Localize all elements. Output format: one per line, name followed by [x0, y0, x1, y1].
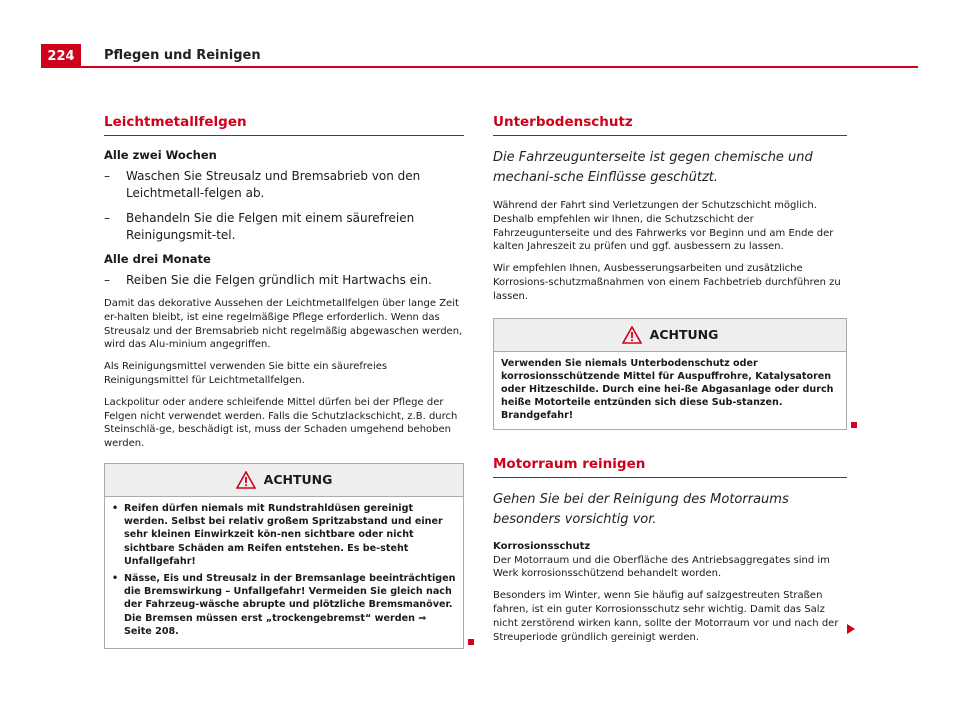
list-item-text: Waschen Sie Streusalz und Bremsabrieb von den Leichtmetall-felgen ab.	[126, 169, 421, 200]
warning-title: ACHTUNG	[263, 472, 333, 488]
paragraph: Als Reinigungsmittel verwenden Sie bitte ein säurefreies Reinigungsmittel für Leichtmetallfelgen.	[104, 361, 388, 386]
paragraph: Lackpolitur oder andere schleifende Mittel dürfen bei der Pflege der Felgen nicht verwendet werden. Falls die Schutzlackschicht, z.B. durch Steinschlä-ge, beschädigt ist, muss der Schaden umgehend behoben werden.	[104, 396, 458, 450]
subheading-korrosionsschutz: Korrosionsschutz	[493, 540, 591, 552]
warning-bullet: • Reifen dürfen niemals mit Rundstrahldüsen gereinigt werden. Selbst bei relativ großem Spritzabstand und einer sehr kleinen Einwirkzeit kön-nen sichtbare oder nicht sichtbare Schäden am Reifen entstehen. Es be-steht Unfallgefahr!	[112, 502, 456, 568]
warning-body	[494, 352, 846, 429]
right-column	[493, 114, 847, 652]
list-item-text: Reiben Sie die Felgen gründlich mit Hartwachs ein.	[126, 273, 432, 287]
subheading-every-two-weeks: Alle zwei Wochen	[104, 148, 217, 162]
section-heading-motorraum-reinigen: Motorraum reinigen	[493, 456, 847, 478]
list-item-text: Behandeln Sie die Felgen mit einem säurefreien Reinigungsmit-tel.	[126, 211, 415, 242]
warning-triangle-icon	[236, 471, 256, 489]
warning-box-wrapper	[104, 463, 464, 649]
subheading-every-three-months: Alle drei Monate	[104, 252, 211, 266]
section-heading-leichtmetallfelgen: Leichtmetallfelgen	[104, 114, 464, 136]
paragraph: Damit das dekorative Aussehen der Leichtmetallfelgen über lange Zeit er-halten bleibt, ist eine regelmäßige Pflege erforderlich. Wenn das Streusalz und der Bremsabrieb nicht regelmäßig abgewaschen werden, wird das Alu-minium angegriffen.	[104, 298, 463, 351]
list-item: – Waschen Sie Streusalz und Bremsabrieb von den Leichtmetall-felgen ab.	[104, 168, 464, 202]
warning-bullet: • Nässe, Eis und Streusalz in der Bremsanlage beeinträchtigen die Bremswirkung – Unfallgefahr! Vermeiden Sie gleich nach der Fahrzeug-wäsche abrupte und plötzliche Bremsmanöver. Die Bremsen müssen erst „trockengebremst“ werden ⇒ Seite 208.	[112, 572, 456, 637]
continue-arrow-icon	[847, 624, 855, 634]
paragraph: Der Motorraum und die Oberfläche des Antriebsaggregates sind im Werk korrosionsschützend behandelt worden.	[493, 554, 830, 580]
warning-title: ACHTUNG	[649, 327, 719, 343]
warning-triangle-icon	[622, 326, 642, 344]
paragraph: Während der Fahrt sind Verletzungen der Schutzschicht möglich. Deshalb empfehlen wir Ihnen, die Schutzschicht der Fahrzeugunterseite und des Fahrwerks vor Beginn und am Ende der kalten Jahreszeit zu prüfen und ggf. ausbessern zu lassen.	[493, 200, 834, 253]
warning-box-wrapper	[493, 318, 847, 430]
warning-bullet-text: Reifen dürfen niemals mit Rundstrahldüsen gereinigt werden. Selbst bei relativ großem Spritzabstand und einer sehr kleinen Einwirkzeit kön-nen sichtbare oder nicht sichtbare Schäden am Reifen entstehen. Es be-steht Unfallgefahr!	[124, 502, 443, 567]
end-marker-icon	[468, 639, 474, 645]
paragraph: Wir empfehlen Ihnen, Ausbesserungsarbeiten und zusätzliche Korrosions-schutzmaßnahmen von einem Fachbetrieb durchführen zu lassen.	[493, 263, 841, 302]
page-number: 224	[41, 44, 81, 68]
left-column	[104, 114, 464, 649]
warning-header	[105, 464, 463, 497]
warning-box	[493, 318, 847, 430]
section-intro: Die Fahrzeugunterseite ist gegen chemische und mechani-sche Einflüsse geschützt.	[493, 150, 813, 185]
warning-bullet-text: Nässe, Eis und Streusalz in der Bremsanlage beeinträchtigen die Bremswirkung – Unfallgefahr! Vermeiden Sie gleich nach der Fahrzeug-wäsche abrupte und plötzliche Bremsmanöver. Die Bremsen müssen erst „trockengebremst“ werden ⇒ Seite 208.	[124, 572, 456, 637]
warning-header	[494, 319, 846, 352]
list-item: – Behandeln Sie die Felgen mit einem säurefreien Reinigungsmit-tel.	[104, 210, 464, 244]
warning-text: Verwenden Sie niemals Unterbodenschutz oder korrosionsschützende Mittel für Auspuffrohre, Katalysatoren oder Hitzeschilde. Durch eine hei-ße Abgasanlage oder durch heiße Motorteile entzünden sich diese Sub-stanzen. Brandgefahr!	[501, 357, 834, 422]
paragraph-wrapper	[493, 589, 847, 644]
paragraph: Besonders im Winter, wenn Sie häufig auf salzgestreuten Straßen fahren, ist ein guter Korrosionsschutz sehr wichtig. Damit das Salz nicht zerstörend wirken kann, sollte der Motorraum vor und nach der Streuperiode gründlich gereinigt werden.	[493, 590, 839, 643]
section-heading-unterbodenschutz: Unterbodenschutz	[493, 114, 847, 136]
chapter-title: Pflegen und Reinigen	[104, 48, 261, 63]
header-rule	[81, 66, 918, 68]
end-marker-icon	[851, 422, 857, 428]
warning-body	[105, 497, 463, 648]
warning-box	[104, 463, 464, 649]
section-intro: Gehen Sie bei der Reinigung des Motorraums besonders vorsichtig vor.	[493, 491, 789, 527]
list-item: – Reiben Sie die Felgen gründlich mit Hartwachs ein.	[104, 273, 432, 287]
